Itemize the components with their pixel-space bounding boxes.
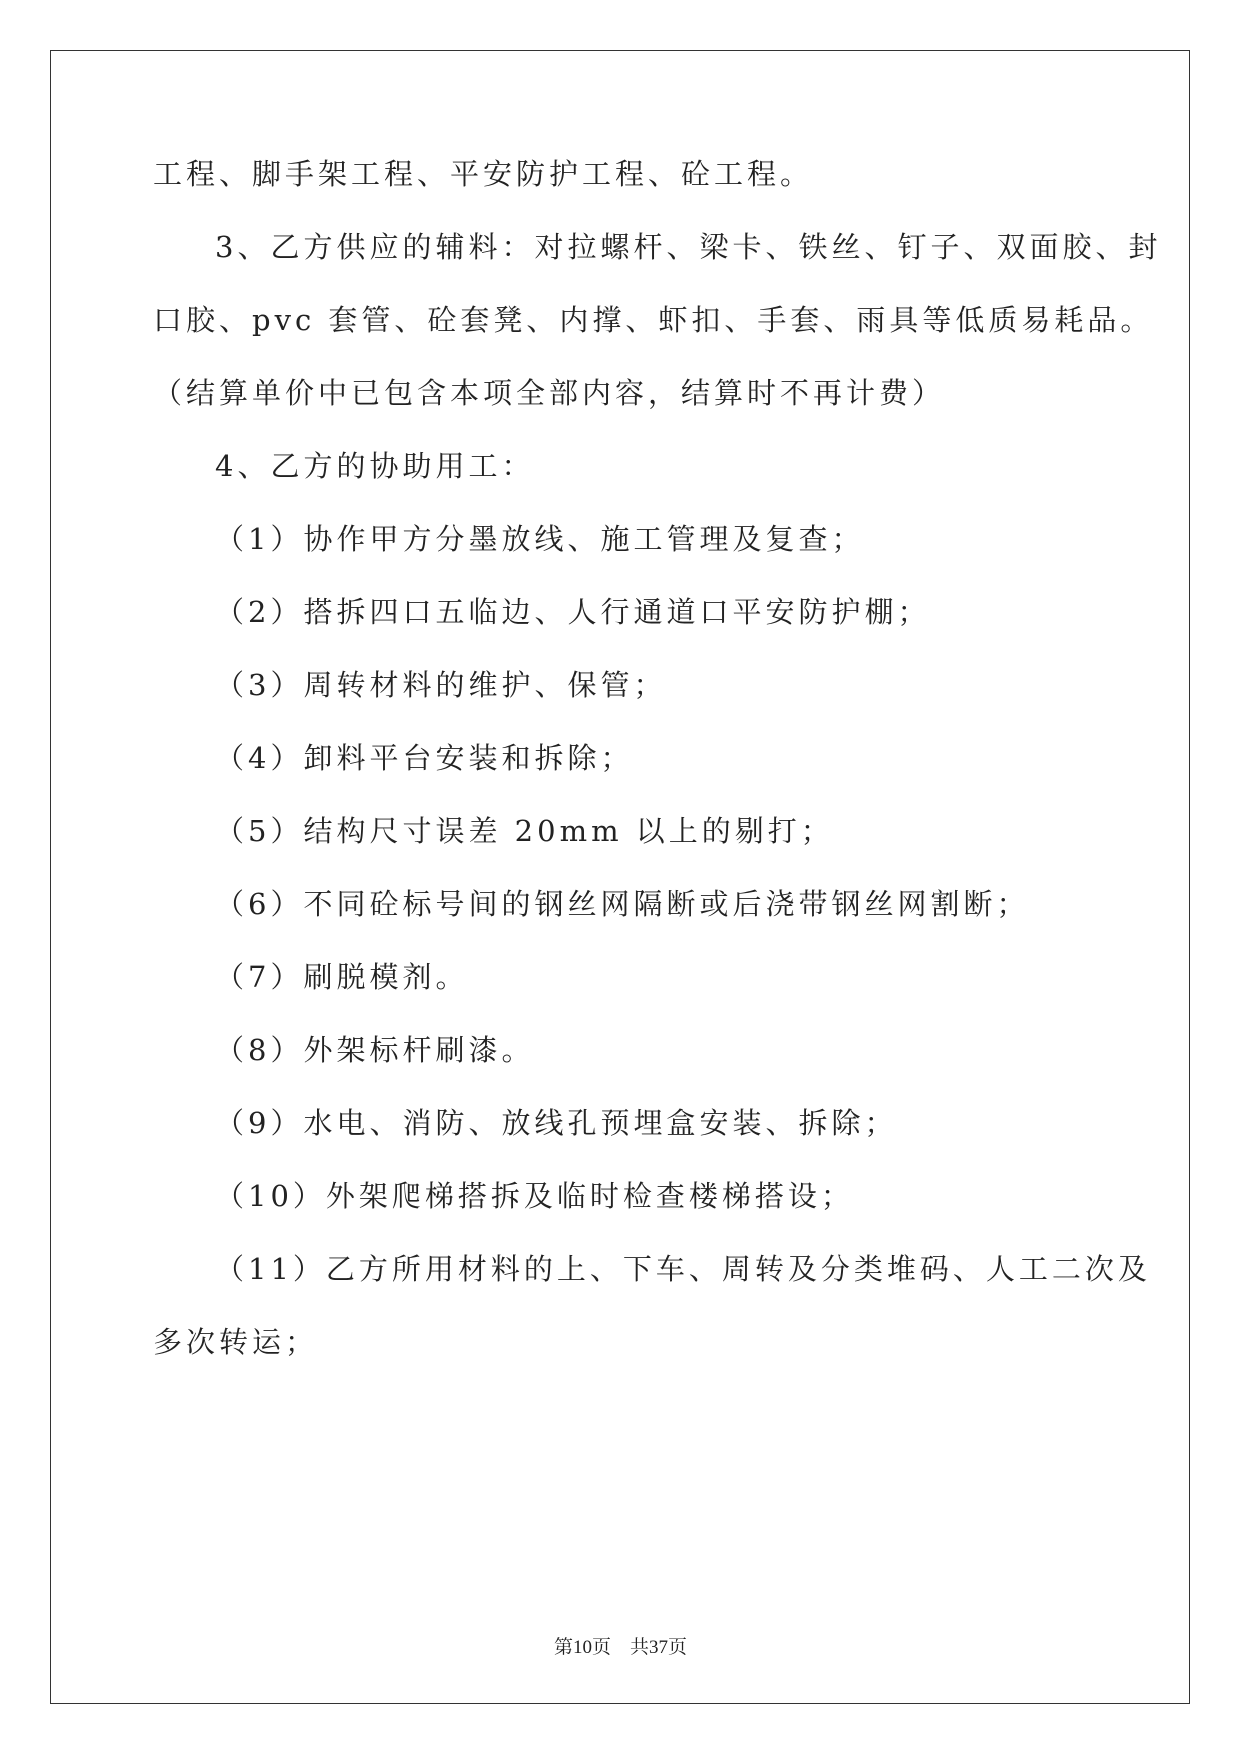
list-item-continuation: 多次转运； (153, 1325, 319, 1359)
paragraph-line: 3、乙方供应的辅料：对拉螺杆、梁卡、铁丝、钉子、双面胶、封 (215, 230, 1162, 264)
list-item: （10）外架爬梯搭拆及临时检查楼梯搭设； (215, 1179, 854, 1213)
list-item: （2）搭拆四口五临边、人行通道口平安防护棚； (215, 595, 931, 629)
page-border (50, 50, 1190, 1704)
page-number-footer: 第10页 共37页 (553, 1637, 687, 1658)
list-item: （1）协作甲方分墨放线、施工管理及复查； (215, 522, 865, 556)
paragraph-line: 口胶、pvc 套管、砼套凳、内撑、虾扣、手套、雨具等低质易耗品。 (153, 303, 1154, 337)
paragraph-line: （结算单价中已包含本项全部内容，结算时不再计费） (153, 376, 946, 410)
list-item: （5）结构尺寸误差 20mm 以上的剔打； (215, 814, 834, 848)
list-item: （3）周转材料的维护、保管； (215, 668, 667, 702)
paragraph-line: 工程、脚手架工程、平安防护工程、砼工程。 (153, 157, 814, 191)
list-item: （7）刷脱模剂。 (215, 960, 469, 994)
list-item: （4）卸料平台安装和拆除； (215, 741, 634, 775)
list-item: （6）不同砼标号间的钢丝网隔断或后浇带钢丝网割断； (215, 887, 1030, 921)
list-item: （11）乙方所用材料的上、下车、周转及分类堆码、人工二次及 (215, 1252, 1151, 1286)
list-item: （9）水电、消防、放线孔预埋盒安装、拆除； (215, 1106, 898, 1140)
list-item: （8）外架标杆刷漆。 (215, 1033, 535, 1067)
paragraph-line: 4、乙方的协助用工： (215, 449, 535, 483)
